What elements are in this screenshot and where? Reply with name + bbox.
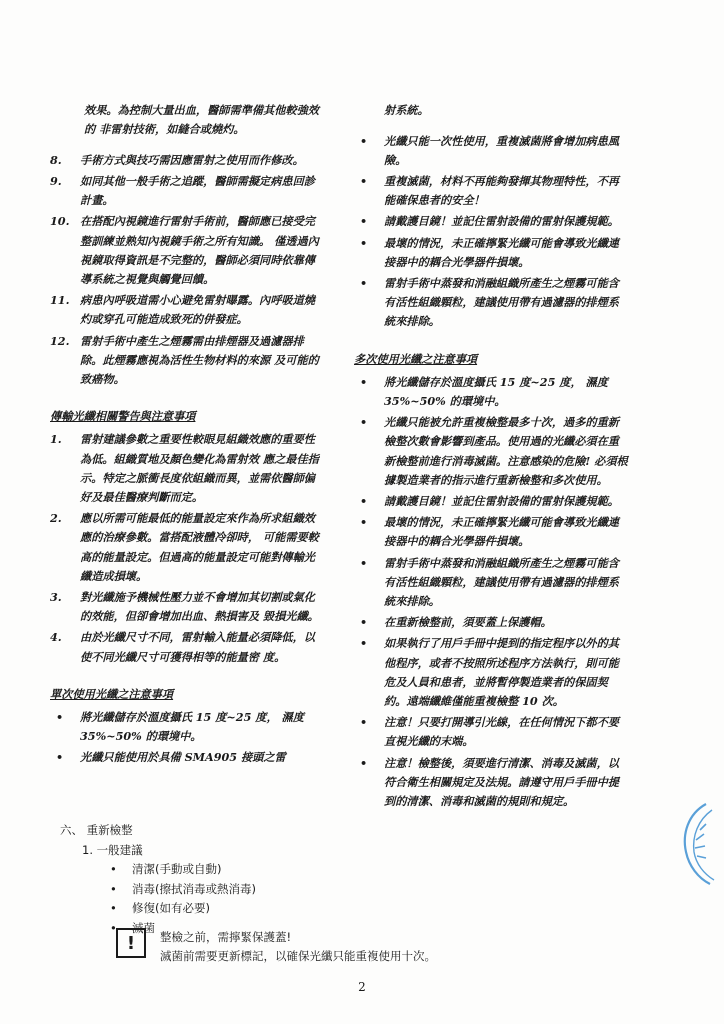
bullet: • [360,494,368,509]
item-text: 重複滅菌，材料不再能夠發揮其物理特性，不再能確保患者的安全！ [384,173,619,208]
section-6-reprocessing [60,821,660,938]
multi-use-list [354,373,628,811]
list-item [354,274,628,332]
bullet: • [56,710,64,725]
bullet-dot-icon: • [110,901,117,915]
list-item [50,151,322,170]
list-item [354,613,628,632]
numbered-list [50,151,322,389]
list-item [50,291,322,329]
item-text: 光纖只能被允許重複檢整最多十次，過多的重新檢整次數會影響到產品。使用過的光纖必須在重新檢整前進行消毒滅菌。注意感染的危險! 必須根據製造業者的指示進行重新檢整和多次使用。 [384,415,628,487]
item-text: 將光纖儲存於溫度攝氏 15 度~25 度， 濕度 35%~50% 的環境中。 [384,374,608,409]
item-text: 雷射建議參數之重要性較眼見組織效應的重要性為低。組織質地及顏色變化為雷射效 應之最佳指示。特定之脈衝長度依組織而異，並需依醫師偏好及最佳醫療判斷而定。 [80,432,319,505]
step-text: 清潔(手動或自動) [132,862,222,876]
item-text: 對光纖施予機械性壓力並不會增加其切割或氣化的效能，但卻會增加出血、熱損害及 毀損光纖。 [80,590,319,624]
item-text: 請戴護目鏡！並記住雷射設備的雷射保護規範。 [384,494,619,509]
item-text: 雷射手術中蒸發和消融組織所產生之煙霧可能含有活性組織顆粒，建議使用帶有過濾器的排煙系統來排除。 [384,555,619,609]
item-text: 最壞的情況，未正確擰緊光纖可能會導致光纖連接器中的耦合光學器件損壞。 [384,235,619,269]
list-item [354,513,628,551]
warning-text [160,928,436,966]
item-text: 雷射手術中產生之煙霧需由排煙器及過濾器排除。此煙霧應視為活性生物材料的來源 及可能的致癌物。 [80,333,319,387]
item-number: 2. [50,511,62,526]
item-text: 光纖只能使用於具備 SMA905 接頭之雷 [80,750,286,765]
multi-use-heading: 多次使用光纖之注意事項 [354,351,478,366]
list-item [354,413,628,490]
item-number: 3. [50,590,62,605]
section-title: 六、 重新檢整 [60,823,133,837]
item-number: 12. [50,333,70,348]
list-item [354,212,628,231]
list-item [50,509,322,586]
continued-text: 射系統。 [384,103,429,118]
step-text: 消毒(擦拭消毒或熱消毒) [132,881,256,896]
item-number: 9. [50,173,62,188]
bullet: • [360,755,368,770]
list-item [50,708,322,746]
list-item [50,430,322,507]
list-item [110,880,660,900]
list-item [50,628,322,666]
list-item [110,860,660,880]
warning-line: 滅菌前需要更新標記，以確保光纖只能重複使用十次。 [160,949,436,963]
transmission-heading: 傳輸光纖相關警告與注意事項 [50,409,196,424]
single-use-heading: 單次使用光纖之注意事項 [50,686,174,701]
list-item [354,554,628,612]
list-item [50,212,322,289]
list-item [50,588,322,626]
page-number: 2 [358,980,366,994]
left-column [50,90,322,770]
list-item [354,634,628,711]
single-use-list-continued [354,132,628,332]
bullet-dot-icon: • [110,862,117,876]
item-text: 手術方式與技巧需因應雷射之使用而作修改。 [80,152,304,167]
item-text: 注意！檢整後，須要進行清潔、消毒及滅菌，以符合衛生相關規定及法規。請遵守用戶手冊中提到的清潔、消毒和滅菌的規則和規定。 [384,755,619,809]
list-item [354,132,628,170]
item-number: 10. [50,214,70,229]
bullet-dot-icon: • [110,920,117,935]
list-item [50,172,322,210]
item-number: 1. [50,432,62,447]
section-subtitle: 1. 一般建議 [82,842,143,857]
bullet: • [360,374,368,389]
item-text: 在搭配內視鏡進行雷射手術前，醫師應已接受完整訓練並熟知內視鏡手術之所有知識。 僅透過內視鏡取得資訊是不完整的，醫師必須同時依靠傳導系統之視覺與觸覺回饋。 [80,214,319,286]
bullet: • [360,636,368,651]
bullet: • [360,415,368,430]
bullet: • [360,235,368,250]
item-text: 最壞的情況，未正確擰緊光纖可能會導致光纖連接器中的耦合光學器件損壞。 [384,515,619,549]
transmission-list [50,430,322,666]
bullet: • [360,173,368,188]
item-text: 應以所需可能最低的能量設定來作為所求組織效應的治療參數。當搭配液體冷卻時， 可能需要較高的能量設定。但過高的能量設定可能對傳輸光纖造成損壞。 [80,511,319,583]
warning-note [116,928,436,966]
list-item [354,172,628,210]
item-number: 8. [50,152,62,167]
list-item [354,492,628,511]
list-item [110,899,660,919]
warning-icon: ! [116,928,146,958]
intro-paragraph: 效果。為控制大量出血，醫師需準備其他較強效 的 非雷射技術，如縫合或燒灼。 [84,103,319,137]
item-text: 由於光纖尺寸不同，雷射輸入能量必須降低，以使不同光纖尺寸可獲得相等的能量密 度。 [80,630,315,664]
item-text: 將光纖儲存於溫度攝氏 15 度~25 度， 濕度 35%~50% 的環境中。 [80,710,304,744]
bullet: • [360,214,368,229]
item-text: 雷射手術中蒸發和消融組織所產生之煙霧可能含有活性組織顆粒，建議使用帶有過濾器的排煙系統來排除。 [384,276,619,329]
reprocess-steps-list [60,860,660,938]
item-text: 請戴護目鏡！並記住雷射設備的雷射保護規範。 [384,214,619,229]
list-item [354,754,628,812]
bullet: • [360,133,368,148]
item-text: 如果執行了用戶手冊中提到的指定程序以外的其他程序，或者不按照所述程序方法執行，則可能危及人員和患者，並將暫停製造業者的保固契約。遠端纖維僅能重複檢整 10 次。 [384,636,619,709]
step-text: 滅菌 [132,920,155,935]
bullet: • [360,615,368,630]
item-number: 11. [50,293,70,308]
bullet: • [360,555,368,570]
list-item [50,748,322,767]
item-number: 4. [50,630,62,645]
item-text: 光纖只能一次性使用，重複滅菌將會增加病患風險。 [384,133,619,167]
step-text: 修復(如有必要) [132,901,210,915]
bullet: • [360,276,368,290]
list-item [50,332,322,390]
bullet: • [360,715,368,730]
seal-stamp-icon [676,800,716,886]
list-item [354,234,628,272]
right-column [354,90,628,813]
warning-line: 整檢之前，需擰緊保護蓋! [160,930,292,944]
single-use-list [50,708,322,768]
list-item [354,713,628,751]
item-text: 注意！只要打開導引光線，在任何情況下都不要直視光纖的末端。 [384,715,619,749]
item-text: 病患內呼吸道需小心避免雷射曝露。內呼吸道燒灼或穿孔可能造成致死的併發症。 [80,293,315,327]
item-text: 在重新檢整前，須要蓋上保護帽。 [384,615,552,630]
bullet-dot-icon: • [110,881,117,896]
list-item [354,373,628,411]
bullet: • [360,515,368,530]
item-text: 如同其他一般手術之追蹤，醫師需擬定病患回診計畫。 [80,173,315,208]
bullet: • [56,750,64,765]
